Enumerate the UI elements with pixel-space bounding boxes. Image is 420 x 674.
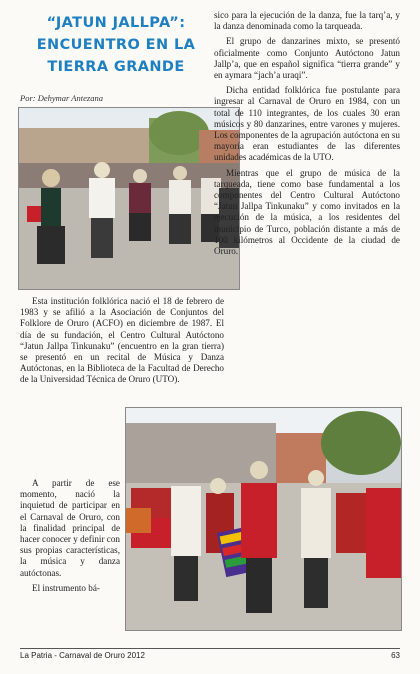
title-line-2: ENCUENTRO EN LA <box>36 37 196 53</box>
left-column-lower <box>20 478 120 598</box>
photo-dancers <box>18 107 240 290</box>
article-title <box>20 12 212 78</box>
paragraph: A partir de ese momento, nació la inquietud de participar en el Carnaval de Oruro, con la finalidad principal de hacer conocer y definir con sus propias características, la música y danza autóctonas. <box>20 478 120 578</box>
paragraph: El instrumento bá- <box>32 582 100 593</box>
title-line-3: TIERRA GRANDE <box>47 59 185 75</box>
paragraph: sico para la ejecución de la danza, fue la tarq’a, y la danza denominada como la tarqueada. <box>214 10 400 32</box>
page-number: 63 <box>391 651 400 660</box>
right-column <box>214 10 400 261</box>
byline: Por: Dehymar Antezana <box>20 93 103 103</box>
paragraph: El grupo de danzarines mixto, se presentó oficialmente como Conjunto Autóctono Jatun Jallp’a, que en español significa “tierra grande” y en aymara “jach’a uraqi”. <box>214 36 400 81</box>
paragraph: Esta institución folklórica nació el 18 de febrero de 1983 y se afilió a la Asociación de Conjuntos del Folklore de Oruro (ACFO) en diciembre de 1987. El día de su fundación, el Centro Cultural Autóctono “Jatun Jallpa Tinkunaku” (encuentro en la gran tierra) se presentó en un recital de Música y Danza Autóctonas, en la Biblioteca de la Facultad de Derecho de la Universidad Técnica de Oruro (UTO). <box>20 296 224 385</box>
page-footer <box>20 648 400 665</box>
paragraph: Dicha entidad folklórica fue postulante para ingresar al Carnaval de Oruro en 1984, con un total de 110 integrantes, de los cuales 30 eran músicos y 80 danzarines, entre varones y mujeres. Los componentes de la agrupación autóctona en su mayoría eran estudiantes de las diferentes unidades académicas de la UTO. <box>214 85 400 163</box>
paragraph: Mientras que el grupo de música de la tarqueada, tiene como base fundamental a los componentes del Centro Cultural Autóctono “Jatun Jallpa Tinkunaku” y como invitados en la ejecución de la música, a los residentes del municipio de Turco, población distante a más de 100 kilómetros al Occidente de la ciudad de Oruro. <box>214 167 400 257</box>
photo-musicians <box>125 407 402 631</box>
title-line-1: “JATUN JALLPA”: <box>46 15 186 31</box>
footer-publication: La Patria - Carnaval de Oruro 2012 <box>20 651 145 660</box>
left-column <box>20 296 224 390</box>
